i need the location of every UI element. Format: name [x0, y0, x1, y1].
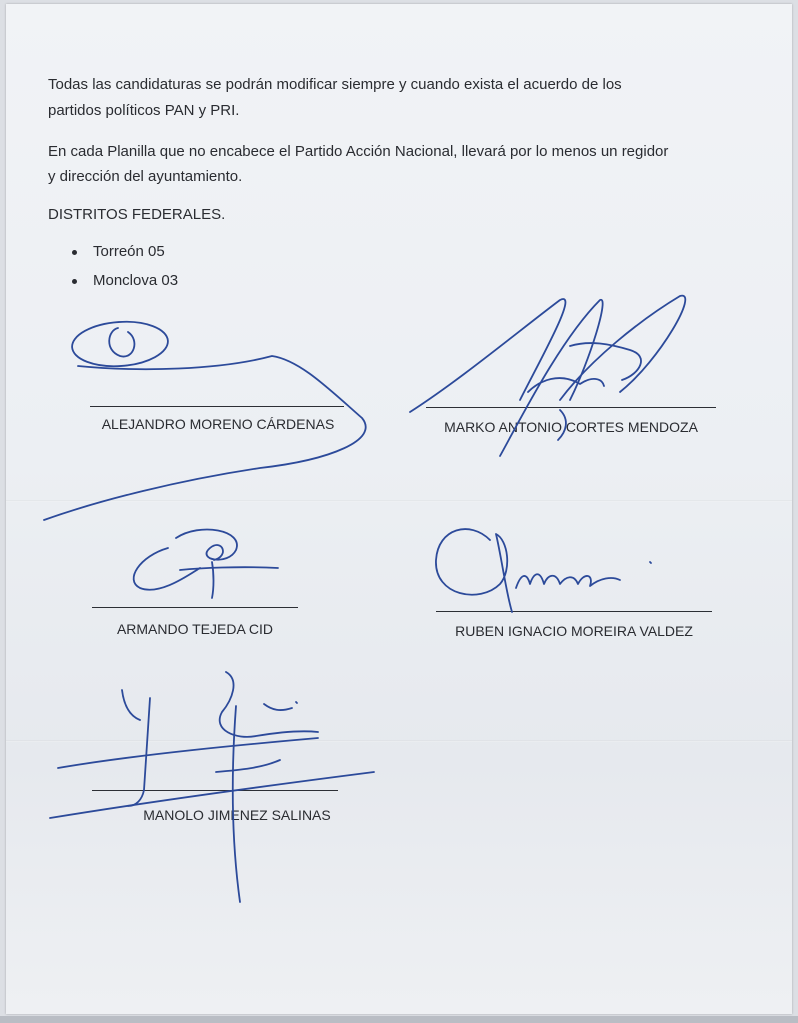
bottom-edge [0, 1016, 798, 1023]
paragraph-2-line-2: y dirección del ayuntamiento. [48, 168, 243, 185]
signature-line [426, 407, 716, 408]
signature-line [436, 611, 712, 612]
signatory-name: ARMANDO TEJEDA CID [116, 621, 274, 637]
list-item [70, 242, 178, 271]
signatory-name: MARKO ANTONIO CORTES MENDOZA [444, 419, 698, 435]
paragraph-1-line-2: partidos políticos PAN y PRI. [48, 102, 240, 119]
signatory-name: MANOLO JIMENEZ SALINAS [143, 807, 331, 823]
list-item [70, 271, 178, 300]
district-list [70, 242, 178, 300]
signatory-name: ALEJANDRO MORENO CÁRDENAS [101, 416, 335, 432]
paragraph-1-line-1: Todas las candidaturas se podrán modificar siempre y cuando exista el acuerdo de los [48, 76, 622, 93]
paragraph-2-line-1: En cada Planilla que no encabece el Partido Acción Nacional, llevará por lo menos un regidor [48, 143, 669, 160]
signature-line [92, 790, 338, 791]
bullet-icon [72, 279, 77, 284]
signatory-name: RUBEN IGNACIO MOREIRA VALDEZ [455, 623, 693, 639]
district-label: Torreón 05 [93, 243, 165, 260]
signature-line [92, 607, 298, 608]
bullet-icon [72, 250, 77, 255]
district-label: Monclova 03 [93, 272, 179, 289]
signature-line [90, 406, 344, 407]
paper-fold [6, 500, 792, 502]
paper-fold [6, 740, 792, 742]
section-heading: DISTRITOS FEDERALES. [48, 206, 226, 223]
